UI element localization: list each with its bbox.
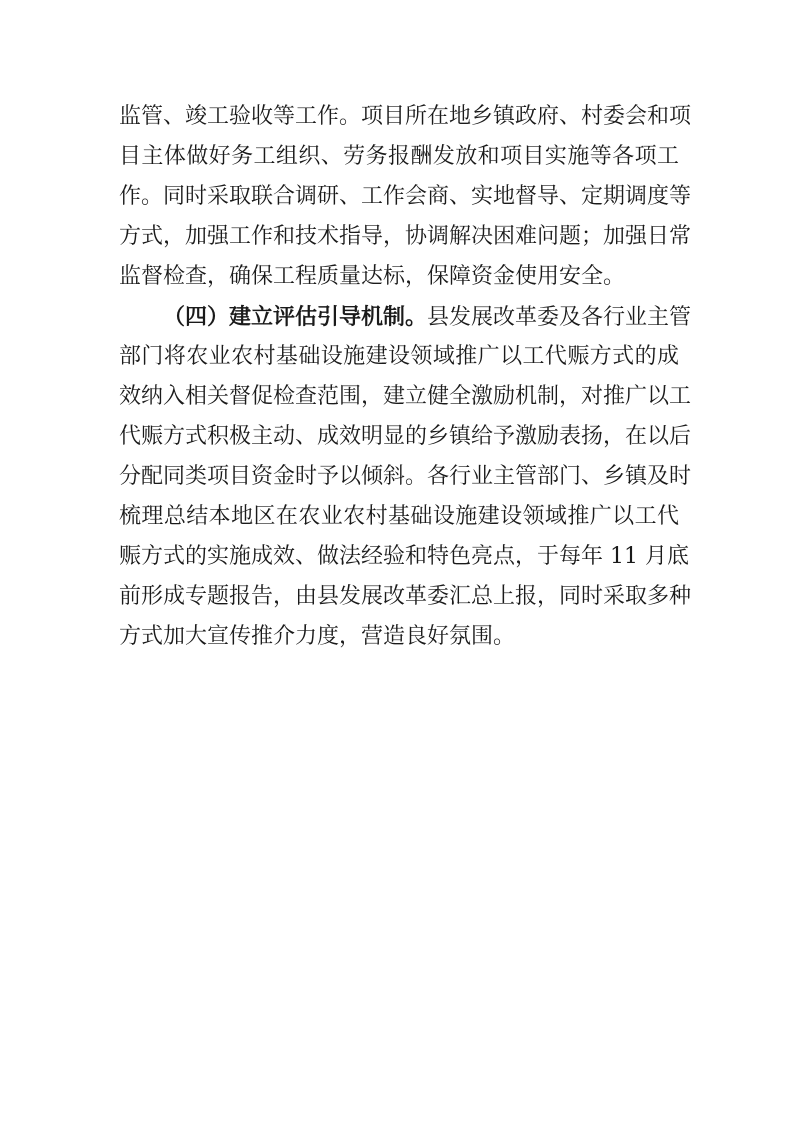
text-line: 赈方式的实施成效、做法经验和特色亮点，于每年 11 月底 (119, 544, 689, 569)
paragraph-evaluation-mechanism (119, 297, 692, 657)
document-body (119, 97, 692, 657)
text-line: 代赈方式积极主动、成效明显的乡镇给予激励表扬，在以后 (119, 424, 692, 449)
text-line: 方式加大宣传推介力度，营造良好氛围。 (119, 624, 516, 649)
text-line: 目主体做好务工组织、劳务报酬发放和项目实施等各项工 (119, 144, 679, 169)
paragraph-first-line (119, 297, 692, 337)
text-line: 方式，加强工作和技术指导，协调解决困难问题；加强日常 (119, 224, 692, 249)
text-line: 监管、竣工验收等工作。项目所在地乡镇政府、村委会和项 (119, 104, 692, 129)
text-line: 分配同类项目资金时予以倾斜。各行业主管部门、乡镇及时 (119, 464, 692, 489)
text-line: 效纳入相关督促检查范围，建立健全激励机制，对推广以工 (119, 384, 692, 409)
section-heading: （四）建立评估引导机制。 (163, 304, 428, 330)
text-line: 作。同时采取联合调研、工作会商、实地督导、定期调度等 (119, 184, 692, 209)
paragraph-supervision (119, 97, 692, 297)
text-line: 监督检查，确保工程质量达标，保障资金使用安全。 (119, 264, 626, 289)
text-line: 部门将农业农村基础设施建设领域推广以工代赈方式的成 (119, 344, 679, 369)
text-run: 县发展改革委及各行业主管 (427, 305, 692, 330)
text-line: 梳理总结本地区在农业农村基础设施建设领域推广以工代 (119, 504, 679, 529)
text-line: 前形成专题报告，由县发展改革委汇总上报，同时采取多种 (119, 584, 692, 609)
